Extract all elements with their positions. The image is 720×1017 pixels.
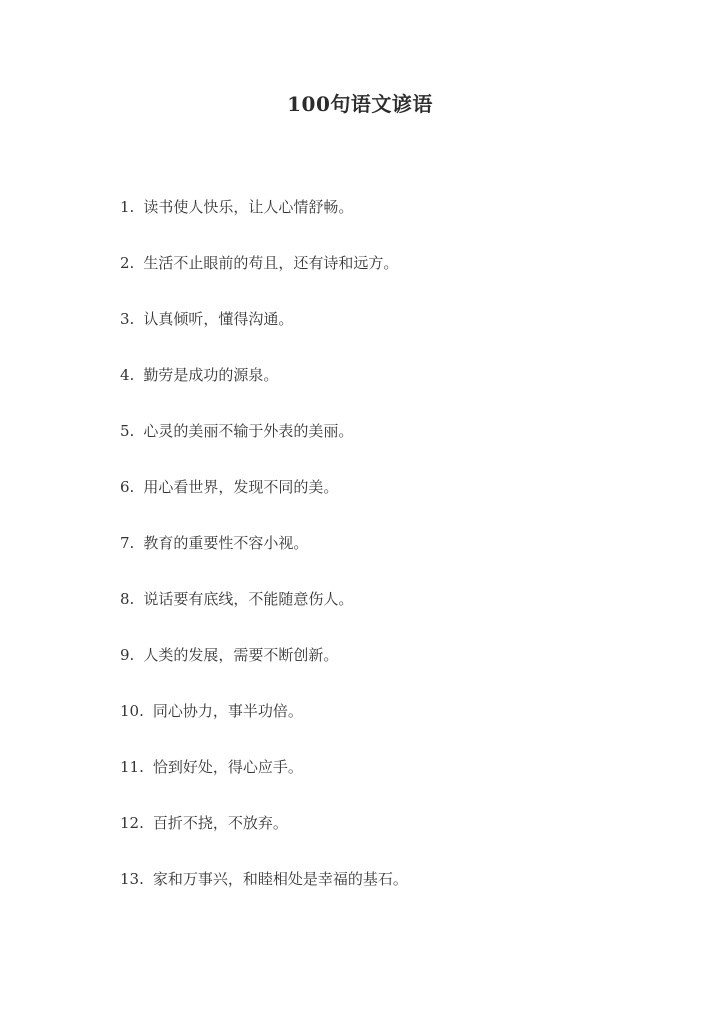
list-item <box>120 756 408 812</box>
item-number: 13. <box>120 870 144 888</box>
proverb-list <box>120 196 408 924</box>
item-text: 百折不挠，不放弃。 <box>152 814 288 832</box>
item-text: 生活不止眼前的苟且，还有诗和远方。 <box>143 254 399 272</box>
item-number: 6. <box>120 478 135 496</box>
list-item <box>120 420 408 476</box>
item-text: 勤劳是成功的源泉。 <box>143 366 279 384</box>
item-number: 10. <box>120 702 144 720</box>
list-item <box>120 532 408 588</box>
item-text: 认真倾听，懂得沟通。 <box>143 310 294 328</box>
list-item <box>120 196 408 252</box>
item-text: 人类的发展，需要不断创新。 <box>143 646 339 664</box>
item-text: 说话要有底线，不能随意伤人。 <box>143 590 354 608</box>
item-text: 恰到好处，得心应手。 <box>152 758 303 776</box>
list-item <box>120 476 408 532</box>
list-item <box>120 588 408 644</box>
item-number: 9. <box>120 646 135 664</box>
item-number: 5. <box>120 422 135 440</box>
page-title: 100句语文谚语 <box>287 92 433 116</box>
item-number: 7. <box>120 534 135 552</box>
item-text: 读书使人快乐，让人心情舒畅。 <box>143 198 354 216</box>
list-item <box>120 700 408 756</box>
item-number: 11. <box>120 758 144 776</box>
item-text: 教育的重要性不容小视。 <box>143 534 309 552</box>
list-item <box>120 308 408 364</box>
item-number: 12. <box>120 814 144 832</box>
item-number: 2. <box>120 254 135 272</box>
item-number: 8. <box>120 590 135 608</box>
item-number: 1. <box>120 198 135 216</box>
item-number: 4. <box>120 366 135 384</box>
list-item <box>120 364 408 420</box>
item-text: 同心协力，事半功倍。 <box>152 702 303 720</box>
item-text: 家和万事兴，和睦相处是幸福的基石。 <box>152 870 408 888</box>
item-text: 心灵的美丽不输于外表的美丽。 <box>143 422 354 440</box>
list-item <box>120 252 408 308</box>
list-item <box>120 812 408 868</box>
item-number: 3. <box>120 310 135 328</box>
item-text: 用心看世界，发现不同的美。 <box>143 478 339 496</box>
list-item <box>120 644 408 700</box>
list-item <box>120 868 408 924</box>
